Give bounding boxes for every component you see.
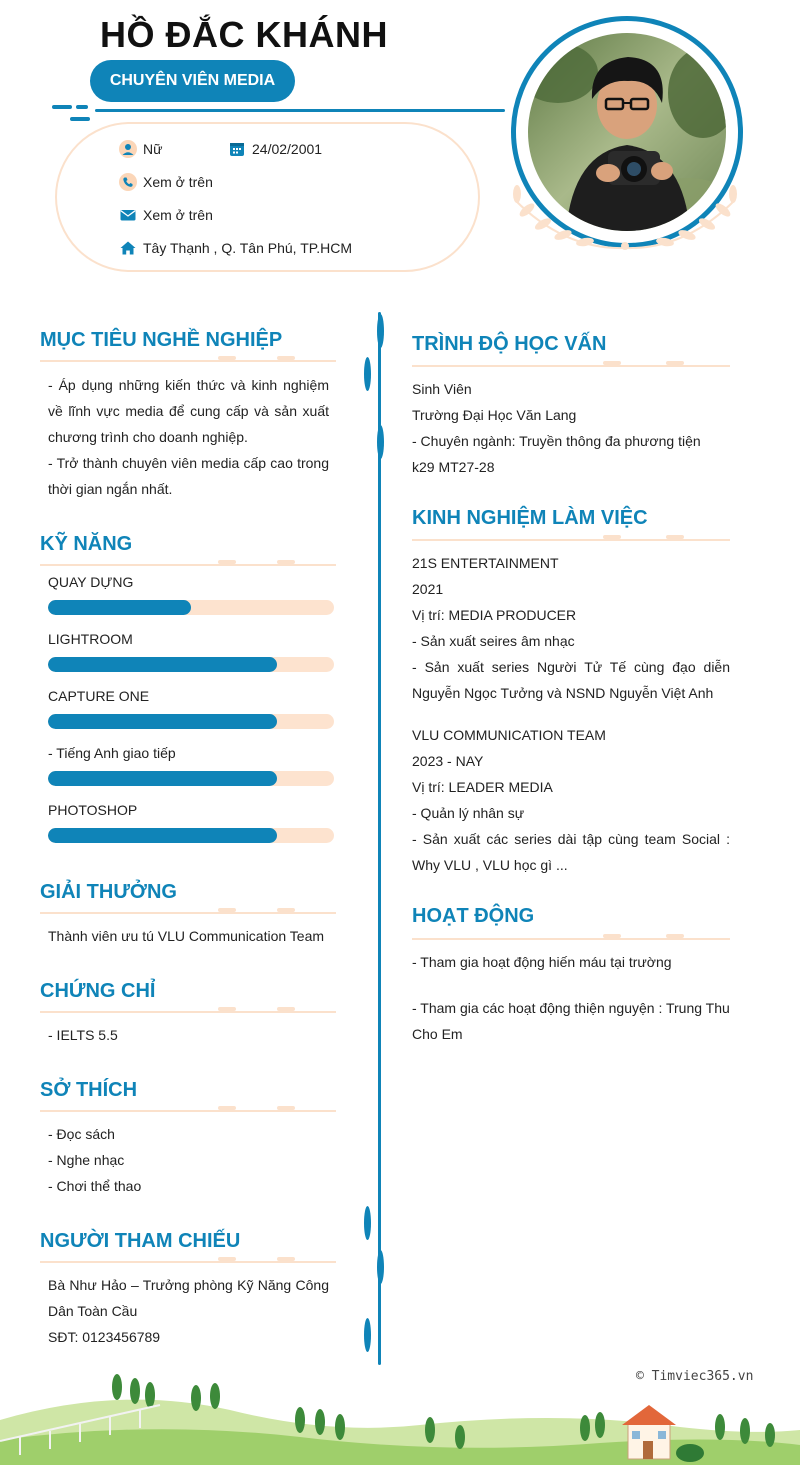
phone-icon (119, 173, 137, 191)
home-icon (119, 239, 137, 257)
skill-bar (48, 828, 334, 843)
job-detail: - Sản xuất series Người Tử Tế cùng đạo diễn Nguyễn Ngọc Tưởng và NSND Nguyễn Việt Anh (412, 659, 730, 701)
job-period: 2023 - NAY (412, 753, 484, 769)
hobbies-text (48, 1121, 338, 1199)
section-rule (412, 539, 730, 541)
job-title-badge: CHUYÊN VIÊN MEDIA (90, 60, 295, 102)
column-divider (378, 312, 381, 1365)
laurel-decoration (505, 180, 745, 260)
experience-job-2 (412, 722, 730, 878)
section-rule (40, 1110, 336, 1112)
certificates-text (48, 1022, 338, 1048)
job-detail: - Sản xuất seires âm nhạc (412, 633, 575, 649)
address-item (119, 239, 352, 257)
education-line: Sinh Viên (412, 381, 472, 397)
landscape-illustration (0, 1365, 800, 1465)
experience-job-1 (412, 550, 730, 706)
activities-title: HOẠT ĐỘNG (412, 905, 535, 927)
career-goal-text (48, 372, 329, 502)
hobby-item: - Chơi thể thao (48, 1178, 142, 1194)
divider-ornament (377, 1250, 384, 1284)
skill-label: QUAY DỰNG (48, 574, 134, 590)
skills-title: KỸ NĂNG (40, 533, 133, 555)
header-dash (70, 117, 90, 121)
activities-text (412, 949, 730, 1047)
phone-value: Xem ở trên (143, 174, 213, 190)
references-text (48, 1272, 329, 1350)
hobby-item: - Nghe nhạc (48, 1152, 125, 1168)
skill-bar (48, 600, 334, 615)
skill-bar (48, 714, 334, 729)
job-company: 21S ENTERTAINMENT (412, 555, 559, 571)
user-icon (119, 140, 137, 158)
email-value: Xem ở trên (143, 207, 213, 223)
activity-item: - Tham gia các hoạt động thiện nguyện : Trung Thu Cho Em (412, 1000, 730, 1042)
education-line: k29 MT27-28 (412, 459, 495, 475)
awards-text (48, 923, 338, 949)
skill-bar-fill (48, 828, 277, 843)
watermark: © Timviec365.vn (636, 1369, 754, 1384)
section-rule (40, 912, 336, 914)
divider-ornament (364, 357, 371, 391)
skill-label: LIGHTROOM (48, 631, 133, 647)
reference-line: SĐT: 0123456789 (48, 1329, 161, 1345)
career-goal-line: - Áp dụng những kiến thức và kinh nghiệm về lĩnh vực media để cung cấp và sản xuất chương trình cho doanh nghiệp. (48, 377, 329, 445)
address-value: Tây Thạnh , Q. Tân Phú, TP.HCM (143, 240, 353, 256)
hobby-item: - Đọc sách (48, 1126, 115, 1142)
job-position: Vị trí: MEDIA PRODUCER (412, 607, 577, 623)
education-title: TRÌNH ĐỘ HỌC VẤN (412, 333, 607, 355)
awards-title: GIẢI THƯỞNG (40, 881, 177, 903)
education-text (412, 376, 730, 480)
skill-bar (48, 771, 334, 786)
header-divider (95, 109, 505, 112)
skill-bar-fill (48, 771, 277, 786)
certificate-item: - IELTS 5.5 (48, 1027, 118, 1043)
phone-item (119, 173, 213, 191)
mail-icon (119, 206, 137, 224)
job-position: Vị trí: LEADER MEDIA (412, 779, 553, 795)
skill-bar-fill (48, 714, 277, 729)
divider-ornament (377, 314, 384, 348)
experience-title: KINH NGHIỆM LÀM VIỆC (412, 507, 648, 529)
birthday-item (228, 140, 322, 158)
calendar-icon (228, 140, 246, 158)
award-item: Thành viên ưu tú VLU Communication Team (48, 928, 325, 944)
gender-item (119, 140, 162, 158)
divider-ornament (364, 1318, 371, 1352)
divider-ornament (364, 1206, 371, 1240)
skill-bar-fill (48, 600, 191, 615)
skill-label: CAPTURE ONE (48, 688, 150, 704)
section-rule (40, 360, 336, 362)
email-item (119, 206, 213, 224)
job-company: VLU COMMUNICATION TEAM (412, 727, 606, 743)
hobbies-title: SỞ THÍCH (40, 1079, 138, 1101)
divider-ornament (377, 425, 384, 459)
certificates-title: CHỨNG CHỈ (40, 980, 156, 1002)
header-dash (76, 105, 88, 109)
skill-label: PHOTOSHOP (48, 802, 138, 818)
section-rule (40, 1011, 336, 1013)
job-detail: - Quản lý nhân sự (412, 805, 525, 821)
job-period: 2021 (412, 581, 444, 597)
header-dash (52, 105, 72, 109)
skill-bar (48, 657, 334, 672)
career-goal-line: - Trở thành chuyên viên media cấp cao trong thời gian ngắn nhất. (48, 455, 329, 497)
gender-value: Nữ (143, 141, 163, 157)
section-rule (40, 1261, 336, 1263)
section-rule (412, 365, 730, 367)
skill-bar-fill (48, 657, 277, 672)
career-goal-title: MỤC TIÊU NGHỀ NGHIỆP (40, 329, 283, 351)
education-line: - Chuyên ngành: Truyền thông đa phương tiện (412, 433, 701, 449)
section-rule (412, 938, 730, 940)
job-detail: - Sản xuất các series dài tập cùng team Social : Why VLU , VLU học gì ... (412, 831, 730, 873)
activity-item: - Tham gia hoạt động hiến máu tại trường (412, 954, 672, 970)
candidate-name: HỒ ĐẮC KHÁNH (100, 14, 388, 55)
birthday-value: 24/02/2001 (252, 141, 323, 157)
education-line: Trường Đại Học Văn Lang (412, 407, 577, 423)
section-rule (40, 564, 336, 566)
skill-label: - Tiếng Anh giao tiếp (48, 745, 176, 761)
references-title: NGƯỜI THAM CHIẾU (40, 1230, 241, 1252)
reference-line: Bà Như Hảo – Trưởng phòng Kỹ Năng Công Dân Toàn Cầu (48, 1277, 329, 1319)
